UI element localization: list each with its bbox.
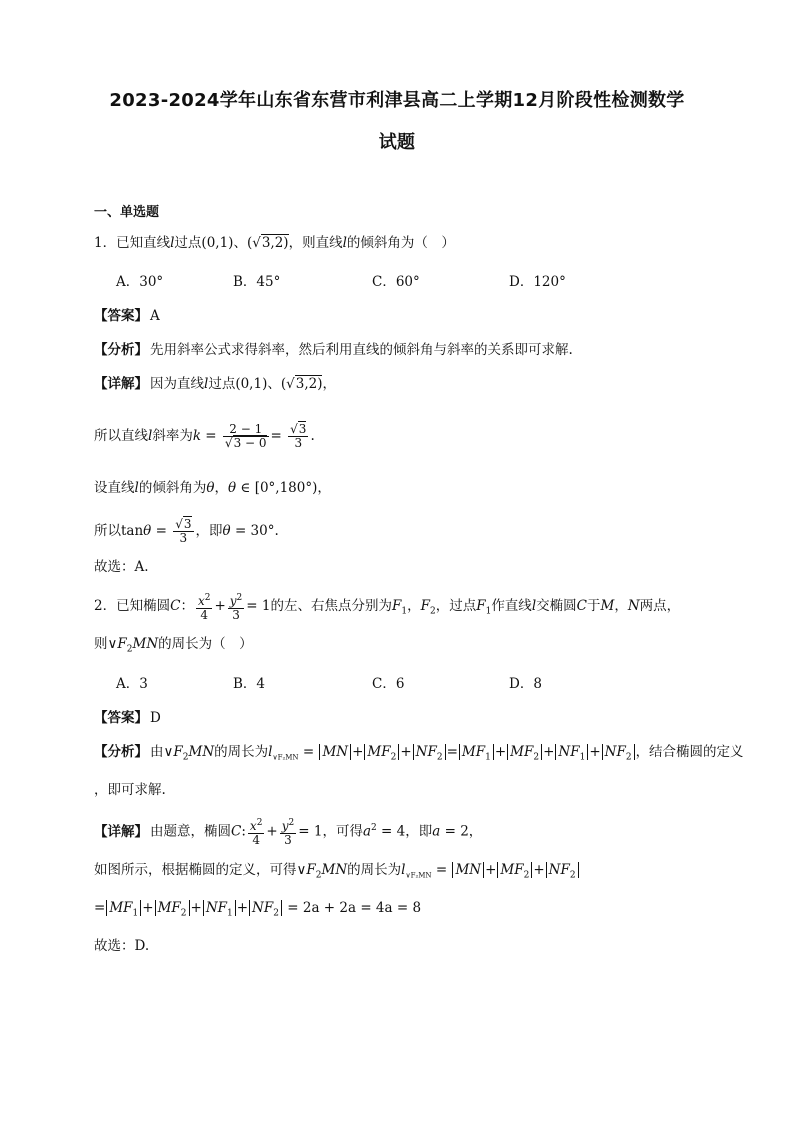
q2-detail-line3: = $MF_1 + MF_2 + NF_1 + NF_2 = 2a + 2a = 4a = 8$ — [94, 900, 422, 919]
q2-analysis-line2: ，即可求解. — [94, 782, 166, 798]
tan-fraction: $\frac{√3}{3}$ — [175, 517, 192, 545]
q2-detail-line2: 如图所示，根据椭圆的定义，可得$\vee F_2MN$的周长为$l_{\vee F_2MN}$ = MN + $MF_2 + NF_2$ — [94, 860, 580, 886]
q1-stem: 1．已知直线l过点(0,1)、(√3,2)，则直线l的倾斜角为（ ） — [94, 235, 455, 251]
q2-stem-line1: 2．已知椭圆C： $\frac{x^2}{4}$ + $\frac{y^2}{3}$ = 1的左、右焦点分别为$F_1$，$F_2$，过点$F_1$作直线l交椭圆C于M，N两点， — [94, 592, 681, 622]
q2-option-a: A．3 — [116, 676, 148, 692]
q2-option-c: C．6 — [372, 676, 405, 692]
q2-option-b: B．4 — [233, 676, 266, 692]
slope-result-fraction: $\frac{√3}{3}$ — [290, 422, 307, 450]
q2-stem-line2: 则$\vee F_2MN$的周长为（ ） — [94, 636, 253, 655]
slope-fraction: $\frac{2 - 1}{√3 - 0}$ — [224, 422, 267, 450]
q1-option-c: C．60° — [372, 274, 420, 290]
q1-option-a: A．30° — [116, 274, 164, 290]
page-title: 2023-2024学年山东省东营市利津县高二上学期12月阶段性检测数学 — [109, 90, 685, 111]
q2-option-d: D．8 — [509, 676, 542, 692]
section-heading: 一、单选题 — [94, 205, 160, 220]
q1-analysis: 【分析】 先用斜率公式求得斜率，然后利用直线的倾斜角与斜率的关系即可求解. — [94, 342, 573, 358]
q2-analysis-line1: 【分析】 由$\vee F_2MN$的周长为$l_{\vee F_2MN}$ = MN + $MF_2 + NF_2 = MF_1 + MF_2 + NF_1 + NF_2$ ，结合椭圆的定义 — [94, 744, 744, 763]
q2-detail-line1: 【详解】 由题意，椭圆C: $\frac{x^2}{4}$ + $\frac{y^2}{3}$ = 1，可得$a^2 = 4$，即a = 2， — [94, 818, 483, 847]
q1-answer: 【答案】 A — [94, 308, 160, 324]
q1-option-d: D．120° — [509, 274, 566, 290]
q1-conclusion: 故选：A. — [94, 559, 149, 575]
q1-detail-tan: 所以tanθ = $\frac{√3}{3}$ ，即θ = 30°. — [94, 517, 279, 545]
q1-option-b: B．45° — [233, 274, 281, 290]
q2-conclusion: 故选：D. — [94, 938, 150, 954]
q1-detail-slope: 所以直线l斜率为k = $\frac{2 - 1}{√3 - 0}$ = $\frac{√3}{3}$ . — [94, 422, 315, 450]
q1-detail-line1: 【详解】 因为直线l过点(0,1)、(√3,2)， — [94, 376, 336, 392]
q1-detail-angle: 设直线l的倾斜角为θ，θ ∈ [0°,180°)， — [94, 480, 331, 496]
page-title-continued: 试题 — [378, 132, 416, 153]
q2-answer: 【答案】 D — [94, 710, 161, 726]
